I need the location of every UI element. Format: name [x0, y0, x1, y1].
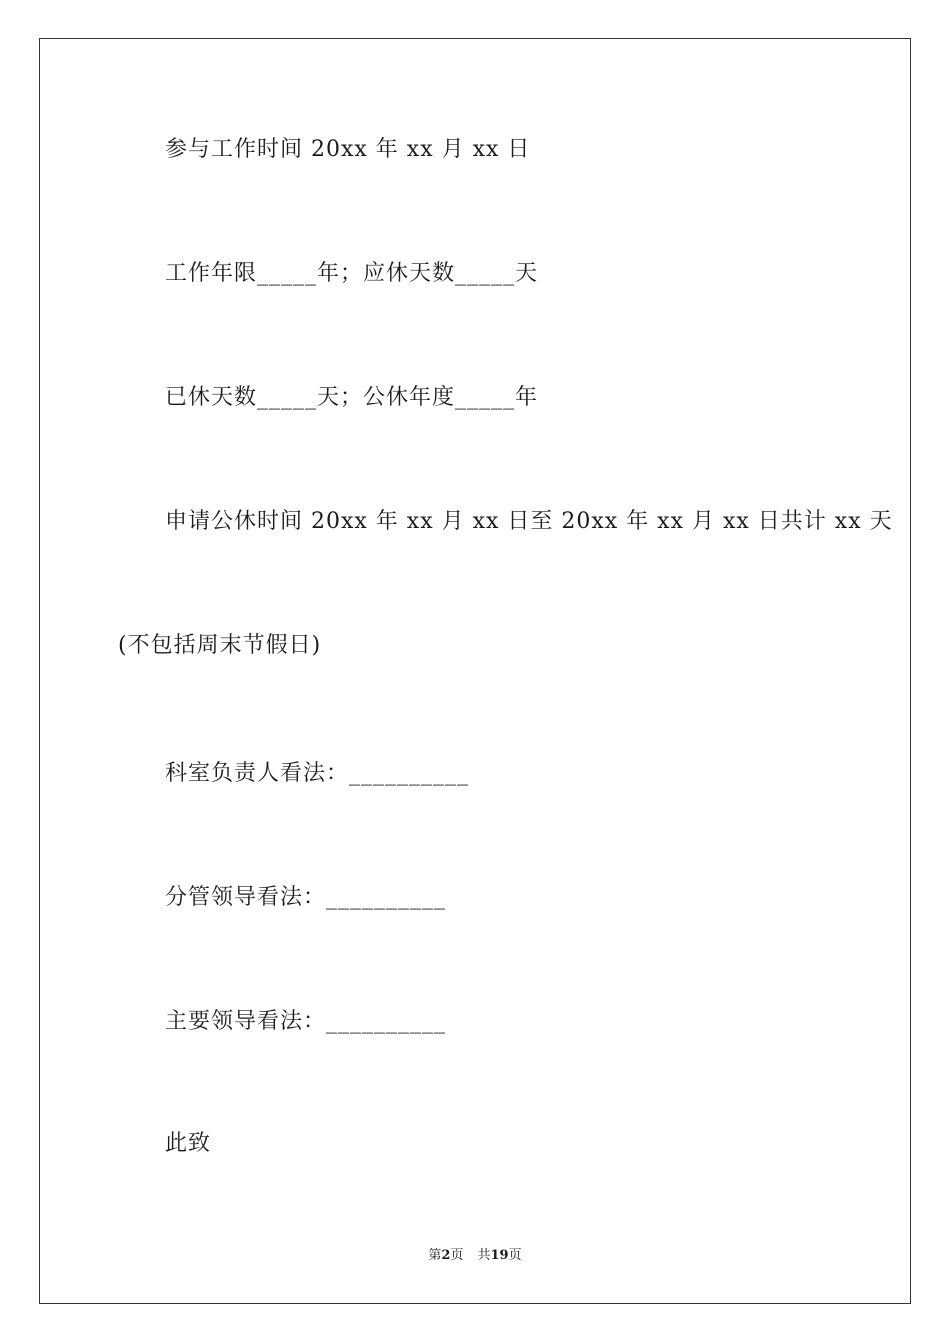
- page-number: 2: [441, 1248, 451, 1263]
- chief-leader-opinion-line: 主要领导看法：__________: [165, 1009, 447, 1034]
- closing-salutation: 此致: [165, 1131, 212, 1156]
- page-footer: [0, 1247, 950, 1265]
- supervising-leader-opinion-line: 分管领导看法：__________: [165, 885, 447, 910]
- leave-note-line: (不包括周末节假日): [118, 633, 322, 658]
- page-suffix: 页: [450, 1248, 464, 1263]
- total-pages: 19: [490, 1248, 509, 1263]
- work-start-date-line: 参与工作时间 20xx 年 xx 月 xx 日: [165, 137, 531, 162]
- leave-request-period-line: 申请公休时间 20xx 年 xx 月 xx 日至 20xx 年 xx 月 xx 日共计 xx 天: [165, 509, 893, 534]
- total-prefix: 共: [477, 1248, 491, 1263]
- total-suffix: 页: [508, 1248, 522, 1263]
- work-years-line: 工作年限_____年；应休天数_____天: [165, 261, 539, 286]
- page-prefix: 第: [428, 1248, 442, 1263]
- page-border: [39, 38, 911, 1304]
- department-head-opinion-line: 科室负责人看法：__________: [165, 761, 470, 786]
- days-taken-line: 已休天数_____天；公休年度_____年: [165, 385, 539, 410]
